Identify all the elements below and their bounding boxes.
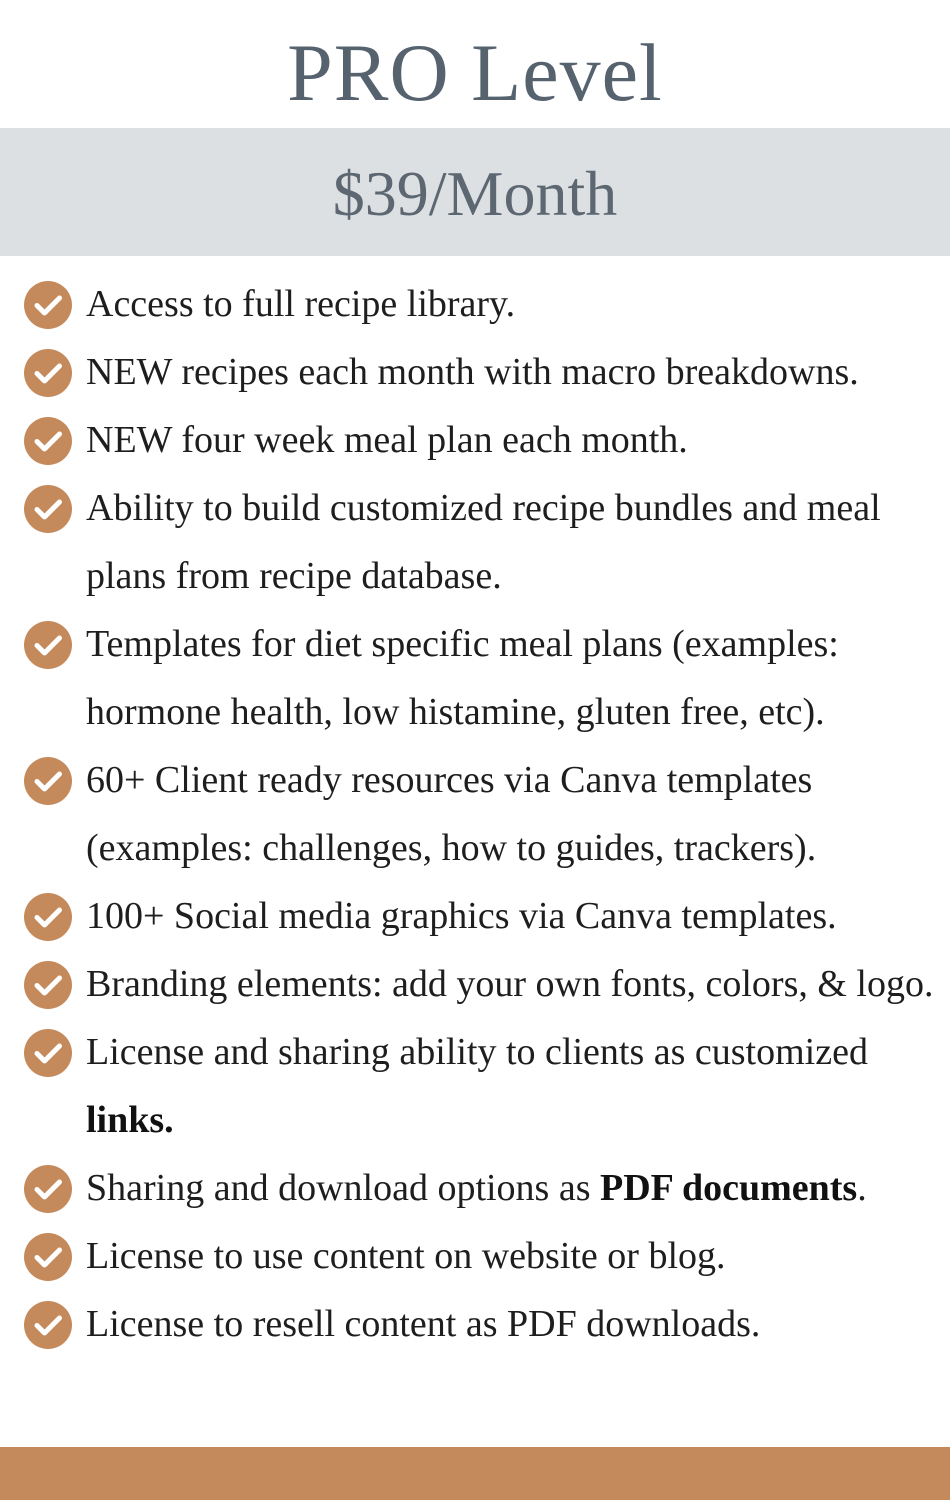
check-circle-icon (23, 1164, 73, 1214)
feature-item (0, 270, 950, 338)
feature-text: License to resell content as PDF downloads. (86, 1303, 761, 1345)
feature-item (0, 746, 950, 882)
check-circle-icon (23, 416, 73, 466)
plan-price: $39/Month (332, 158, 618, 229)
feature-item (0, 1018, 950, 1154)
price-band (0, 128, 950, 256)
feature-text: Ability to build customized recipe bundles and meal plans from recipe database. (86, 487, 881, 597)
feature-item (0, 338, 950, 406)
check-circle-icon (23, 1232, 73, 1282)
feature-text-end: . (857, 1167, 867, 1209)
feature-item (0, 1154, 950, 1222)
feature-item (0, 882, 950, 950)
check-circle-icon (23, 756, 73, 806)
feature-item (0, 610, 950, 746)
check-circle-icon (23, 620, 73, 670)
feature-emphasis: links. (86, 1099, 174, 1141)
check-circle-icon (23, 348, 73, 398)
feature-text: 100+ Social media graphics via Canva templates. (86, 895, 837, 937)
check-circle-icon (23, 280, 73, 330)
feature-item (0, 1290, 950, 1358)
check-circle-icon (23, 484, 73, 534)
feature-text: License to use content on website or blog. (86, 1235, 726, 1277)
feature-text: License and sharing ability to clients as customized (86, 1031, 868, 1073)
check-circle-icon (23, 1028, 73, 1078)
feature-item (0, 474, 950, 610)
feature-text: Templates for diet specific meal plans (examples: hormone health, low histamine, gluten free, etc). (86, 623, 839, 733)
plan-title: PRO Level (287, 27, 663, 118)
feature-text: Access to full recipe library. (86, 283, 516, 325)
feature-text: NEW four week meal plan each month. (86, 419, 688, 461)
feature-text: Sharing and download options as (86, 1167, 601, 1209)
feature-text: Branding elements: add your own fonts, colors, & logo. (86, 963, 934, 1005)
feature-text: NEW recipes each month with macro breakdowns. (86, 351, 859, 393)
check-circle-icon (23, 960, 73, 1010)
feature-item (0, 950, 950, 1018)
feature-item (0, 406, 950, 474)
check-circle-icon (23, 892, 73, 942)
check-circle-icon (23, 1300, 73, 1350)
feature-item (0, 1222, 950, 1290)
feature-text: 60+ Client ready resources via Canva templates (examples: challenges, how to guides, trackers). (86, 759, 817, 869)
feature-list (0, 270, 950, 1358)
footer-bar (0, 1447, 950, 1500)
feature-emphasis: PDF documents (600, 1167, 858, 1209)
